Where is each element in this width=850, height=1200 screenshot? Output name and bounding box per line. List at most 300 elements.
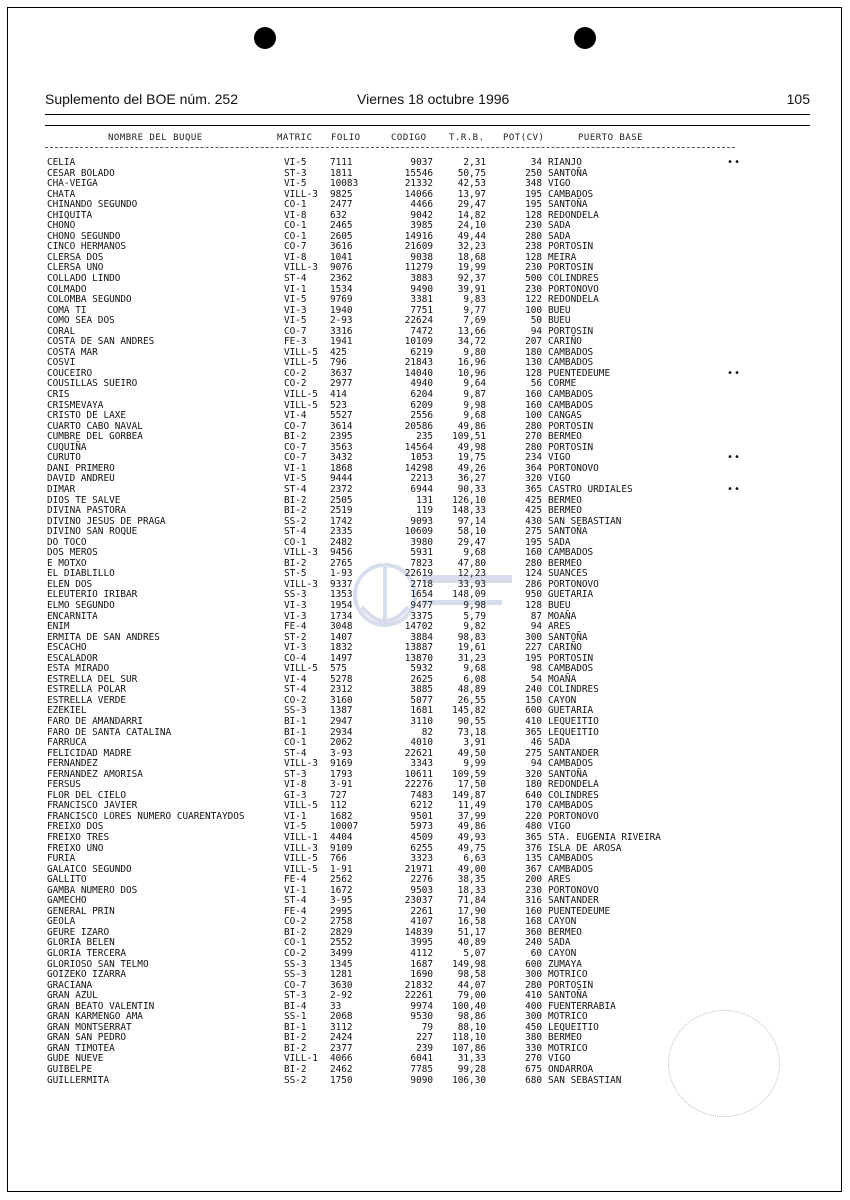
vessel-name: CRISMEVAYA: [47, 399, 104, 411]
potencia: 180: [525, 346, 542, 358]
codigo: 3883: [410, 273, 433, 285]
vessel-name: DAVID ANDREU: [47, 473, 115, 485]
folio: 1811: [330, 167, 353, 179]
vessel-name: COUCEIRO: [47, 367, 93, 379]
matricula: SS-3: [284, 958, 307, 970]
folio: 3614: [330, 420, 353, 432]
trb: 88,10: [457, 1021, 486, 1033]
puerto-base: SANTANDER: [548, 747, 599, 759]
puerto-base: PORTOSIN: [548, 241, 594, 253]
puerto-base: GUETARIA: [548, 705, 594, 717]
folio: 2947: [330, 715, 353, 727]
puerto-base: SADA: [548, 230, 571, 242]
vessel-name: FRANCISCO LORES NUMERO CUARENTAYDOS: [47, 810, 245, 822]
publication-title: Suplemento del BOE núm. 252: [45, 91, 239, 107]
puerto-base: PORTONOVO: [548, 283, 599, 295]
trb: 90,55: [457, 715, 486, 727]
trb: 90,33: [457, 483, 486, 495]
matricula: VILL-5: [284, 800, 318, 812]
codigo: 4112: [410, 948, 433, 960]
codigo: 3985: [410, 220, 433, 232]
trb: 98,83: [457, 631, 486, 643]
vessel-name: ESCACHO: [47, 642, 87, 654]
trb: 29,47: [457, 536, 486, 548]
potencia: 376: [525, 842, 542, 854]
vessel-name: ELMO SEGUNDO: [47, 599, 115, 611]
folio: 1353: [330, 589, 353, 601]
codigo: 2261: [410, 905, 433, 917]
page-number: 105: [786, 91, 810, 107]
codigo: 1690: [410, 969, 433, 981]
trb: 37,99: [457, 810, 486, 822]
folio: 2482: [330, 536, 353, 548]
trb: 16,96: [457, 357, 486, 369]
potencia: 275: [525, 747, 542, 759]
matricula: CO-1: [284, 220, 307, 232]
vessel-name: GRAN KARMENGO AMA: [47, 1011, 143, 1023]
matricula: CO-7: [284, 979, 307, 991]
table-row: [0, 274, 850, 285]
potencia: 60: [530, 948, 542, 960]
vessel-name: CHONO: [47, 220, 76, 232]
folio: 9169: [330, 758, 353, 770]
vessel-name: ESCALADOR: [47, 652, 98, 664]
matricula: BI-2: [284, 431, 307, 443]
puerto-base: CORME: [548, 378, 577, 390]
folio: 1041: [330, 251, 353, 263]
folio: 1672: [330, 884, 353, 896]
folio: 3616: [330, 241, 353, 253]
codigo: 7823: [410, 557, 433, 569]
matricula: ST-4: [284, 895, 307, 907]
codigo: 5932: [410, 663, 433, 675]
table-row: [0, 949, 850, 960]
codigo: 7472: [410, 325, 433, 337]
codigo: 10609: [404, 526, 433, 538]
trb: 32,23: [457, 241, 486, 253]
trb: 19,99: [457, 262, 486, 274]
potencia: 330: [525, 1042, 542, 1054]
vessel-name: DIVINO JESUS DE PRAGA: [47, 515, 166, 527]
potencia: 124: [525, 568, 542, 580]
trb: 73,18: [457, 726, 486, 738]
trb: 47,80: [457, 557, 486, 569]
vessel-name: COUSILLAS SUEIRO: [47, 378, 138, 390]
matricula: VILL-3: [284, 547, 318, 559]
vessel-name: E MOTXO: [47, 557, 87, 569]
potencia: 195: [525, 199, 542, 211]
matricula: VILL-1: [284, 1053, 318, 1065]
matricula: CO-1: [284, 737, 307, 749]
folio: 9337: [330, 578, 353, 590]
header-dashed-rule: [45, 147, 735, 148]
vessel-name: FERNANDEZ AMORISA: [47, 768, 143, 780]
trb: 49,44: [457, 230, 486, 242]
puerto-base: CAMBADOS: [548, 346, 594, 358]
potencia: 207: [525, 336, 542, 348]
trb: 9,68: [463, 547, 486, 559]
vessel-name: GAMBA NUMERO DOS: [47, 884, 138, 896]
folio: 2505: [330, 494, 353, 506]
matricula: VILL-5: [284, 863, 318, 875]
matricula: CO-1: [284, 199, 307, 211]
codigo: 9501: [410, 810, 433, 822]
matricula: ST-3: [284, 167, 307, 179]
folio: 2465: [330, 220, 353, 232]
matricula: BI-2: [284, 557, 307, 569]
matricula: VI-1: [284, 884, 307, 896]
puerto-base: BERMEO: [548, 494, 582, 506]
trb: 49,50: [457, 747, 486, 759]
potencia: 50: [530, 315, 542, 327]
codigo: 22621: [404, 747, 433, 759]
codigo: 1053: [410, 452, 433, 464]
puerto-base: PORTOSIN: [548, 325, 594, 337]
codigo: 3884: [410, 631, 433, 643]
potencia: 280: [525, 979, 542, 991]
potencia: 600: [525, 705, 542, 717]
puerto-base: PORTOSIN: [548, 262, 594, 274]
vessel-name: GALAICO SEGUNDO: [47, 863, 132, 875]
puerto-base: VIGO: [548, 821, 571, 833]
codigo: 21843: [404, 357, 433, 369]
trb: 18,68: [457, 251, 486, 263]
puerto-base: PORTOSIN: [548, 441, 594, 453]
trb: 9,68: [463, 410, 486, 422]
potencia: 56: [530, 378, 542, 390]
codigo: 6204: [410, 389, 433, 401]
folio: 2477: [330, 199, 353, 211]
matricula: CO-2: [284, 948, 307, 960]
folio: 3499: [330, 948, 353, 960]
trb: 18,33: [457, 884, 486, 896]
codigo: 13887: [404, 642, 433, 654]
matricula: VILL-3: [284, 262, 318, 274]
codigo: 10109: [404, 336, 433, 348]
puerto-base: MOTRICO: [548, 1042, 588, 1054]
puerto-base: VIGO: [548, 1053, 571, 1065]
trb: 100,40: [452, 1000, 486, 1012]
potencia: 367: [525, 863, 542, 875]
puerto-base: MOAÑA: [548, 610, 577, 622]
page-header: [45, 91, 810, 111]
matricula: VI-3: [284, 610, 307, 622]
codigo: 9503: [410, 884, 433, 896]
puerto-base: CAMBADOS: [548, 758, 594, 770]
puerto-base: CANGAS: [548, 410, 582, 422]
folio: 33: [330, 1000, 342, 1012]
matricula: BI-1: [284, 1021, 307, 1033]
matricula: VI-8: [284, 251, 307, 263]
folio: 1940: [330, 304, 353, 316]
matricula: FE-4: [284, 874, 307, 886]
puerto-base: LEQUEITIO: [548, 726, 599, 738]
folio: 1742: [330, 515, 353, 527]
codigo: 7785: [410, 1064, 433, 1076]
matricula: VILL-5: [284, 357, 318, 369]
matricula: BI-2: [284, 1032, 307, 1044]
puerto-base: SUANCES: [548, 568, 588, 580]
potencia: 430: [525, 515, 542, 527]
codigo: 4940: [410, 378, 433, 390]
row-mark: ••: [727, 483, 742, 495]
row-mark: ••: [727, 367, 742, 379]
trb: 17,50: [457, 779, 486, 791]
folio: 2312: [330, 684, 353, 696]
matricula: BI-2: [284, 1064, 307, 1076]
trb: 7,69: [463, 315, 486, 327]
potencia: 128: [525, 251, 542, 263]
puerto-base: VIGO: [548, 452, 571, 464]
puerto-base: REDONDELA: [548, 209, 599, 221]
codigo: 5077: [410, 694, 433, 706]
trb: 33,93: [457, 578, 486, 590]
codigo: 82: [421, 726, 433, 738]
codigo: 6212: [410, 800, 433, 812]
puerto-base: CAYON: [548, 916, 577, 928]
watermark-anchor-icon: [350, 545, 520, 645]
codigo: 79: [421, 1021, 433, 1033]
matricula: ST-5: [284, 568, 307, 580]
vessel-name: FLOR DEL CIELO: [47, 789, 127, 801]
trb: 107,86: [452, 1042, 486, 1054]
matricula: CO-7: [284, 452, 307, 464]
folio: 2377: [330, 1042, 353, 1054]
codigo: 3980: [410, 536, 433, 548]
folio: 1750: [330, 1074, 353, 1086]
trb: 149,87: [452, 789, 486, 801]
puerto-base: CAYON: [548, 694, 577, 706]
puerto-base: CAMBADOS: [548, 399, 594, 411]
codigo: 21832: [404, 979, 433, 991]
codigo: 5973: [410, 821, 433, 833]
potencia: 348: [525, 178, 542, 190]
trb: 9,64: [463, 378, 486, 390]
potencia: 400: [525, 1000, 542, 1012]
vessel-name: ESTRELLA DEL SUR: [47, 673, 138, 685]
vessel-name: GLORIOSO SAN TELMO: [47, 958, 149, 970]
vessel-name: COMO SEA DOS: [47, 315, 115, 327]
trb: 98,58: [457, 969, 486, 981]
potencia: 425: [525, 494, 542, 506]
folio: 1-91: [330, 863, 353, 875]
puerto-base: SAN SEBASTIAN: [548, 1074, 622, 1086]
folio: 3048: [330, 621, 353, 633]
folio: 5527: [330, 410, 353, 422]
folio: 3637: [330, 367, 353, 379]
trb: 9,87: [463, 389, 486, 401]
potencia: 320: [525, 768, 542, 780]
matricula: BI-2: [284, 505, 307, 517]
codigo: 22276: [404, 779, 433, 791]
vessel-name: DOS MEROS: [47, 547, 98, 559]
vessel-name: GRAN BEATO VALENTIN: [47, 1000, 155, 1012]
trb: 48,89: [457, 684, 486, 696]
folio: 2424: [330, 1032, 353, 1044]
vessel-name: DIVINO SAN ROQUE: [47, 526, 138, 538]
vessel-name: DO TOCO: [47, 536, 87, 548]
puerto-base: ONDARROA: [548, 1064, 594, 1076]
potencia: 180: [525, 779, 542, 791]
potencia: 680: [525, 1074, 542, 1086]
puerto-base: VIGO: [548, 178, 571, 190]
puerto-base: SANTANDER: [548, 895, 599, 907]
puerto-base: CAMBADOS: [548, 547, 594, 559]
vessel-name: COSTA DE SAN ANDRES: [47, 336, 155, 348]
folio: 2372: [330, 483, 353, 495]
folio: 1682: [330, 810, 353, 822]
vessel-name: CHONO SEGUNDO: [47, 230, 121, 242]
folio: 2-93: [330, 315, 353, 327]
vessel-name: GRACIANA: [47, 979, 93, 991]
matricula: CO-2: [284, 367, 307, 379]
trb: 49,98: [457, 441, 486, 453]
vessel-name: ESTA MIRADO: [47, 663, 110, 675]
folio: 1832: [330, 642, 353, 654]
codigo: 9093: [410, 515, 433, 527]
codigo: 21332: [404, 178, 433, 190]
potencia: 270: [525, 1053, 542, 1065]
trb: 31,23: [457, 652, 486, 664]
potencia: 280: [525, 420, 542, 432]
vessel-name: FERSUS: [47, 779, 81, 791]
matricula: VI-4: [284, 410, 307, 422]
vessel-name: GOIZEKO IZARRA: [47, 969, 127, 981]
puerto-base: BERMEO: [548, 926, 582, 938]
vessel-name: GUILLERMITA: [47, 1074, 110, 1086]
matricula: BI-2: [284, 1042, 307, 1054]
puerto-base: COLINDRES: [548, 273, 599, 285]
potencia: 130: [525, 357, 542, 369]
puerto-base: ZUMAYA: [548, 958, 582, 970]
matricula: VI-3: [284, 599, 307, 611]
matricula: VILL-3: [284, 842, 318, 854]
puerto-base: STA. EUGENIA RIVEIRA: [548, 832, 661, 843]
potencia: 46: [530, 737, 542, 749]
vessel-name: FARO DE SANTA CATALINA: [47, 726, 172, 738]
folio: 3-93: [330, 747, 353, 759]
codigo: 9038: [410, 251, 433, 263]
codigo: 10611: [404, 768, 433, 780]
vessel-name: COMA TI: [47, 304, 87, 316]
puerto-base: MOAÑA: [548, 673, 577, 685]
matricula: BI-2: [284, 926, 307, 938]
codigo: 11279: [404, 262, 433, 274]
puerto-base: CAMBADOS: [548, 663, 594, 675]
codigo: 1687: [410, 958, 433, 970]
codigo: 21971: [404, 863, 433, 875]
puerto-base: PORTOSIN: [548, 979, 594, 991]
codigo: 13870: [404, 652, 433, 664]
folio: 796: [330, 357, 347, 369]
puerto-base: MOTRICO: [548, 969, 588, 981]
trb: 49,00: [457, 863, 486, 875]
puerto-base: SANTOÑA: [548, 631, 588, 643]
vessel-name: COLOMBA SEGUNDO: [47, 294, 132, 306]
potencia: 480: [525, 821, 542, 833]
puerto-base: ARES: [548, 874, 571, 886]
vessel-name: DIMAR: [47, 483, 76, 495]
matricula: CO-2: [284, 694, 307, 706]
header-rule: [45, 114, 810, 115]
column-header-pot: POT(CV): [503, 133, 545, 143]
vessel-name: CINCO HERMANOS: [47, 241, 127, 253]
puerto-base: CAMBADOS: [548, 389, 594, 401]
trb: 49,26: [457, 462, 486, 474]
potencia: 410: [525, 990, 542, 1002]
potencia: 160: [525, 399, 542, 411]
trb: 9,83: [463, 294, 486, 306]
potencia: 280: [525, 230, 542, 242]
trb: 71,84: [457, 895, 486, 907]
vessel-name: GAMECHO: [47, 895, 87, 907]
puerto-base: REDONDELA: [548, 294, 599, 306]
puerto-base: MOTRICO: [548, 1011, 588, 1023]
potencia: 380: [525, 1032, 542, 1044]
trb: 17,90: [457, 905, 486, 917]
stamp-mark: [668, 1010, 780, 1117]
vessel-name: ERMITA DE SAN ANDRES: [47, 631, 160, 643]
codigo: 14916: [404, 230, 433, 242]
column-header-name: NOMBRE DEL BUQUE: [108, 133, 203, 143]
puerto-base: COLINDRES: [548, 789, 599, 801]
folio: 727: [330, 789, 347, 801]
potencia: 275: [525, 526, 542, 538]
potencia: 195: [525, 536, 542, 548]
codigo: 22619: [404, 568, 433, 580]
codigo: 4107: [410, 916, 433, 928]
row-mark: ••: [727, 157, 742, 168]
potencia: 280: [525, 441, 542, 453]
vessel-name: CHINANDO SEGUNDO: [47, 199, 138, 211]
vessel-name: FURIA: [47, 853, 76, 865]
folio: 2-92: [330, 990, 353, 1002]
potencia: 200: [525, 874, 542, 886]
matricula: VILL-3: [284, 578, 318, 590]
potencia: 195: [525, 188, 542, 200]
folio: 414: [330, 389, 347, 401]
vessel-name: GEOLA: [47, 916, 76, 928]
table-top-rule: [45, 125, 810, 126]
puerto-base: BERMEO: [548, 1032, 582, 1044]
folio: 425: [330, 346, 347, 358]
codigo: 3381: [410, 294, 433, 306]
trb: 109,51: [452, 431, 486, 443]
trb: 38,35: [457, 874, 486, 886]
potencia: 54: [530, 673, 542, 685]
folio: 2335: [330, 526, 353, 538]
vessel-name: COSVI: [47, 357, 76, 369]
trb: 40,89: [457, 937, 486, 949]
vessel-name: CELIA: [47, 157, 76, 168]
potencia: 364: [525, 462, 542, 474]
potencia: 500: [525, 273, 542, 285]
puerto-base: PORTONOVO: [548, 462, 599, 474]
codigo: 239: [416, 1042, 433, 1054]
folio: 2552: [330, 937, 353, 949]
folio: 1793: [330, 768, 353, 780]
potencia: 170: [525, 800, 542, 812]
folio: 2995: [330, 905, 353, 917]
potencia: 100: [525, 304, 542, 316]
codigo: 21609: [404, 241, 433, 253]
puerto-base: BERMEO: [548, 431, 582, 443]
matricula: VI-1: [284, 462, 307, 474]
trb: 99,28: [457, 1064, 486, 1076]
codigo: 14564: [404, 441, 433, 453]
matricula: CO-7: [284, 241, 307, 253]
codigo: 235: [416, 431, 433, 443]
